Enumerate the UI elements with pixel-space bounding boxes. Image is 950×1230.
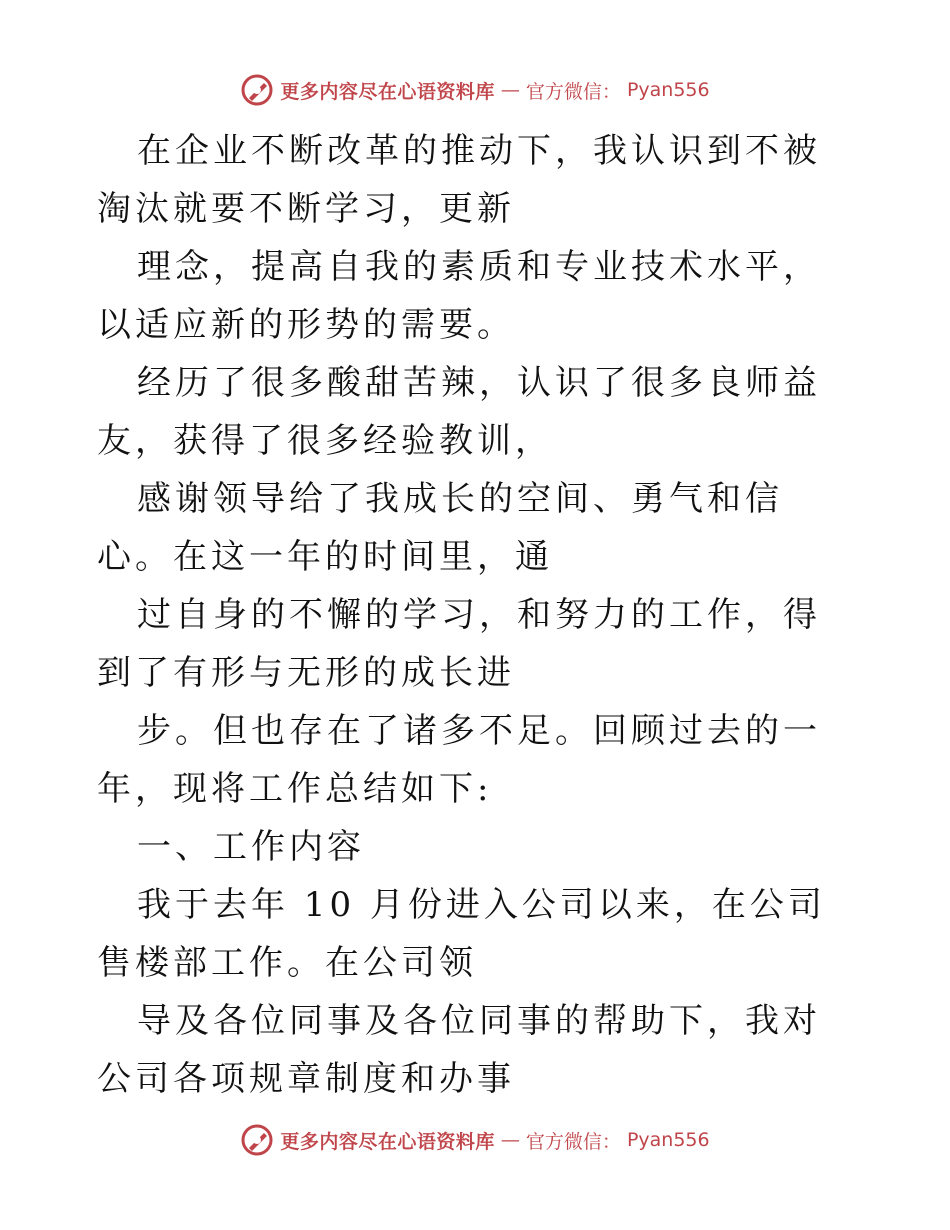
paragraph: 我于去年 10 月份进入公司以来，在公司售楼部工作。在公司领 xyxy=(97,885,826,983)
header-banner xyxy=(0,70,950,110)
section-heading: 一、工作内容 xyxy=(137,827,365,867)
header-wechat-id: Pyan556 xyxy=(626,79,710,101)
paragraph: 理念，提高自我的素质和专业技术水平，以适应新的形势的需要。 xyxy=(97,247,821,345)
pen-circle-logo-icon xyxy=(240,1123,274,1157)
footer-wechat-id: Pyan556 xyxy=(626,1129,710,1151)
header-separator: — xyxy=(500,79,520,101)
header-wechat-label: 官方微信： xyxy=(525,80,621,103)
paragraph: 步。但也存在了诸多不足。回顾过去的一年，现将工作总结如下: xyxy=(97,711,821,809)
pen-circle-logo-icon xyxy=(240,73,274,107)
header-brand-text: 更多内容尽在心语资料库 xyxy=(280,80,495,103)
paragraph: 经历了很多酸甜苦辣，认识了很多良师益友，获得了很多经验教训， xyxy=(97,363,821,461)
footer-brand-text: 更多内容尽在心语资料库 xyxy=(280,1130,495,1153)
paragraph: 导及各位同事及各位同事的帮助下，我对公司各项规章制度和办事 xyxy=(97,1001,821,1099)
paragraph: 感谢领导给了我成长的空间、勇气和信心。在这一年的时间里，通 xyxy=(97,479,783,577)
document-body xyxy=(97,122,855,1108)
footer-wechat-label: 官方微信： xyxy=(525,1130,621,1153)
footer-banner xyxy=(0,1120,950,1160)
paragraph: 在企业不断改革的推动下，我认识到不被淘汰就要不断学习，更新 xyxy=(97,131,821,229)
footer-separator: — xyxy=(500,1129,520,1151)
paragraph: 过自身的不懈的学习，和努力的工作，得到了有形与无形的成长进 xyxy=(97,595,821,693)
